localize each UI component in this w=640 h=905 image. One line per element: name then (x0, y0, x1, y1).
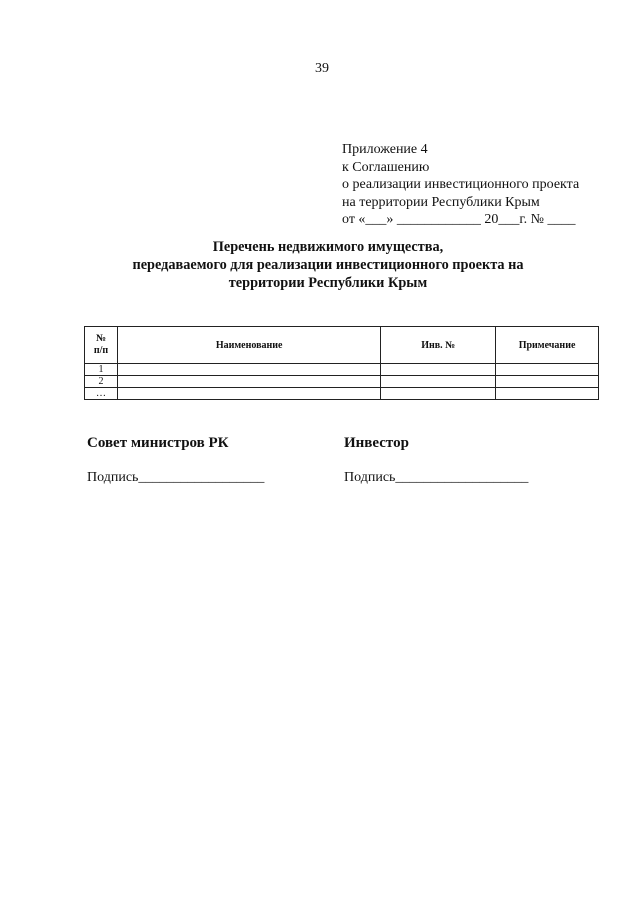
appendix-line: о реализации инвестиционного проекта (342, 177, 580, 193)
header-inv: Инв. № (381, 327, 496, 364)
row-note (496, 364, 599, 376)
header-num-abbr: п/п (93, 345, 109, 356)
row-note (496, 388, 599, 400)
header-num-symbol: № (95, 333, 106, 344)
appendix-line: Приложение 4 (342, 142, 428, 157)
row-name (117, 388, 380, 400)
row-num: 2 (85, 376, 118, 388)
row-inv (381, 364, 496, 376)
appendix-line: на территории Республики Крым (342, 194, 540, 210)
row-num: 1 (85, 364, 118, 376)
table-row (85, 388, 599, 400)
title-line: Перечень недвижимого имущества, (212, 239, 444, 255)
council-title: Совет министров РК (87, 435, 229, 451)
row-name (117, 376, 380, 388)
table-header-row (85, 327, 599, 364)
table-row (85, 364, 599, 376)
title-line: территории Республики Крым (228, 275, 428, 291)
investor-signature-line: Подпись___________________ (344, 470, 529, 485)
appendix-line: к Соглашению (342, 159, 430, 175)
document-title (8, 238, 640, 292)
row-note (496, 376, 599, 388)
appendix-block (342, 141, 579, 229)
header-num (85, 327, 118, 364)
row-name (117, 364, 380, 376)
header-name: Наименование (117, 327, 380, 364)
table-row (85, 376, 599, 388)
appendix-line: от «___» ____________ 20___г. № ____ (342, 212, 576, 228)
investor-title: Инвестор (344, 435, 409, 451)
row-inv (381, 376, 496, 388)
row-inv (381, 388, 496, 400)
page-number: 39 (315, 61, 329, 76)
row-num: … (85, 388, 118, 400)
title-line: передаваемого для реализации инвестиционного проекта на (132, 257, 524, 273)
property-table (84, 326, 599, 400)
council-signature-line: Подпись__________________ (87, 470, 265, 485)
header-note: Примечание (496, 327, 599, 364)
